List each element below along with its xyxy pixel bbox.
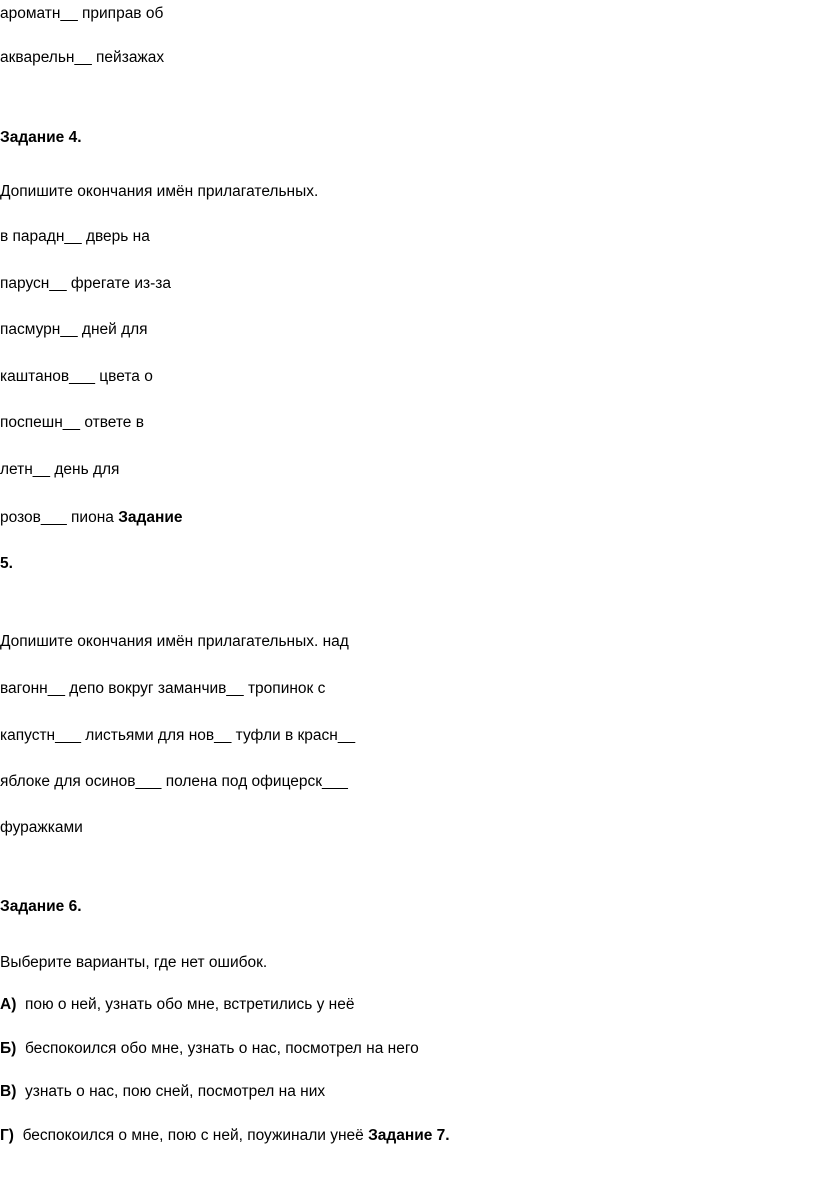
text-line: капустн___ листьями для нов__ туфли в красн__ <box>0 727 356 744</box>
text-line: розов___ пиона Задание <box>0 509 183 526</box>
text-line: яблоке для осинов___ полена под офицерск___ <box>0 773 348 790</box>
option-b: Б) беспокоился обо мне, узнать о нас, посмотрел на него <box>0 1040 419 1057</box>
text-line: акварельн__ пейзажах <box>0 49 165 66</box>
text-line: ароматн__ приправ об <box>0 5 164 22</box>
text-line: в парадн__ дверь на <box>0 228 150 245</box>
task-4-instruction: Допишите окончания имён прилагательных. <box>0 183 319 200</box>
task-4-heading: Задание 4. <box>0 129 82 146</box>
text-line: вагонн__ депо вокруг заманчив__ тропинок с <box>0 680 326 697</box>
task-7-heading: Задание 7. <box>368 1127 450 1144</box>
task-6-heading: Задание 6. <box>0 898 82 915</box>
text-line: фуражками <box>0 819 83 836</box>
option-label: Б) <box>0 1040 17 1057</box>
option-label: А) <box>0 996 17 1013</box>
task-6-instruction: Выберите варианты, где нет ошибок. <box>0 954 268 971</box>
task-5-heading-start: Задание <box>118 509 183 526</box>
task-5-heading-end: 5. <box>0 555 13 572</box>
text-line: парусн__ фрегате из-за <box>0 275 171 292</box>
text-line: каштанов___ цвета о <box>0 368 153 385</box>
task-5-instruction: Допишите окончания имён прилагательных. над <box>0 633 349 650</box>
text-line: поспешн__ ответе в <box>0 414 144 431</box>
text-line: летн__ день для <box>0 461 120 478</box>
option-v: В) узнать о нас, пою сней, посмотрел на них <box>0 1083 326 1100</box>
text-line: пасмурн__ дней для <box>0 321 148 338</box>
option-a: А) пою о ней, узнать обо мне, встретились у неё <box>0 996 355 1013</box>
option-label: Г) <box>0 1127 14 1144</box>
option-label: В) <box>0 1083 17 1100</box>
option-g: Г) беспокоился о мне, пою с ней, поужинали унеё Задание 7. <box>0 1127 450 1144</box>
